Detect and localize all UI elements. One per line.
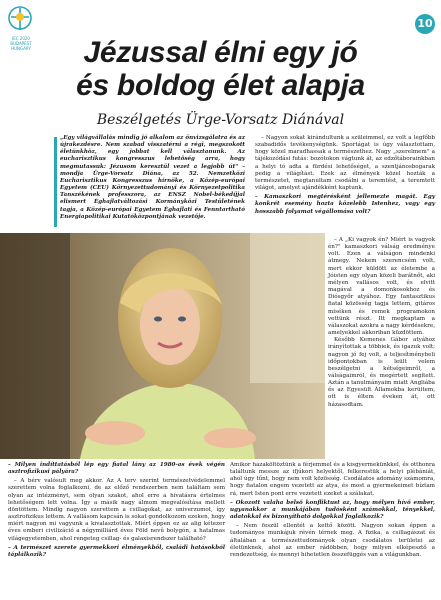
lead-paragraph: „Egy világvállalás mindig jó alkalom az önvizsgálatra és az újrakezdésre. Nem szabad visszatérni a régi, megszokott életünkhöz, egy jobbat kell választanunk. Az eucharisztikus kongresszus lehetőség arra, hogy megmutassuk: Jézusom keresztül vezet a legjobb út" – mondja Ürge-Vorsatz Diána, az 52. Nemzetközi Eucharisztikus Kongresszus hírnöke, a Közép-európai Egyetem (CEU) Környezettudományi és Környezetpolitika Tanszékének professzora, az ENSZ Nobel-békedíjjal elismert Éghajlatváltozási Kormányközi Testületének tagja, a Közép-európai Egyetem Éghajlati és Fenntartható Energiapolitikai Kutatóközpontjának vezetője.	[60, 135, 245, 220]
answer-paragraph: – Nem feszül ellentét a kettő között. Nagyon sokan éppen a tudományos munkájuk révén térnek meg. A fizika, a csillagászat és általában a természettudományok olyan csodálatos területei az életünknek, ahol az ember rádöbben, hogy milyen elképesztő a rendezettség, és mennyi hihetetlen összefüggés van a világunkban.	[230, 523, 435, 558]
left-column-bottom	[8, 462, 225, 559]
answer-paragraph: – A bérv valósult meg akkor. Az A terv szerint természetvédelemmel szerettem volna foglalkozni, de az előző rendszerben nem találtam sem olyan az intézményt, sem olyan szakot, ahol erre a hivatásra értelmes lehetőségem lett volna. Így a másik nagy álmom megvalósítása mellett döntöttem. Mindig nagyon szerettem a csillagokat, az univerzumot, így asztrofizikus lettem. A vallásom kapcsán is sokat gondolkozom ezeken, hogy miért nagyon mi vagyunk a kivalasztottak. Miért éppen ez az alig kétezer éves emberi civilizáció a négymilliárd éves Föld nevű bolygón, a hatalmas világegyetemben, ahol rengeteg csillag- és galaxisrendszer található?	[8, 478, 225, 542]
question-heading: – Milyen indíttatásból lép egy fiatal lány az 1980-as évek végén asztrofizikusi pályára?	[8, 462, 225, 476]
question-heading: – A természet szerete gyermekkori élményekből, családi hatásokból táplálkozik?	[8, 544, 225, 558]
page-title	[0, 36, 441, 102]
title-line-1: Jézussal élni egy jó	[83, 36, 358, 69]
title-line-2: és boldog élet alapja	[76, 69, 365, 102]
accent-bar-left	[54, 137, 57, 227]
logo-caption: IEC 2020 BUDAPEST HUNGARY	[10, 36, 32, 51]
right-column-top	[255, 135, 435, 216]
answer-paragraph: Amikor hazaköltöztünk a férjemmel és a kisgyermekünkkel, és otthonra találtunk messze az ifjúkori helyektől, felkerestük a helyi plébániát, ahol úgy tűnt, hogy nem volt közösség. Csodálatos adomány számomra, hogy fiatalon engem vezetett az atya, és most a gyermekeimet bíztam rá, mert Isten pont erre vezetett ezeket a szálakat.	[230, 462, 435, 497]
page-subtitle: Beszélgetés Ürge-Vorsatz Diánával	[96, 112, 345, 128]
right-column-middle	[328, 237, 435, 409]
page-number-badge: 10	[415, 14, 435, 34]
question-heading: – Okozott valaha belső konfliktust az, hogy mélyen hívő ember, ugyanakkor a munkájában tudósként számokkal, tényekkel, adatokkal és bizonyítható dolgokkal foglalkozik?	[230, 499, 435, 521]
right-column-bottom	[230, 462, 435, 559]
iec-logo-icon	[6, 4, 34, 38]
question-heading: – Kamaszkori megtérésként jellemezte magát. Egy konkrét esemény hozta közelebb Istenhez, vagy egy hosszabb folyamat végállomása volt?	[255, 194, 435, 215]
answer-paragraph: – A „Ki vagyok én? Miért is vagyok én?" kamaszkori válság eredménye volt. Ezen a válságon mindenki átmegy. Nekem szerencsém volt, mert ekkor küldött az életembe a Jóisten egy olyan közeli barátnőt, aki mélyen vallásos volt, és elvitt magával a domonkosokhoz és Diósgyőr atyához. Egy fantasztikus fiatal közösség tagja lettem, gitáros miséken és remek programokon vettünk részt. Itt megkaptam a válaszokat azokra a nagy kérdésekre, amelyekkel akkoriban küzdöttem.	[328, 237, 435, 337]
answer-paragraph: – Nagyon sokat kirándultunk a szüleimmel, ez volt a legfőbb szabadidős tevékenységünk. Sportágat is úgy választottam, hogy közel maradhassak a természethez. Nagy „szerelmem" a tájékozódási futás: bozótokon vágtunk át, az edzőtáborainkban a helyi tó adta a fürdési lehetőséget, a szentjánosbogarak pedig a világítást. Ezek az élmények közel hozták a természetet, megtanultam csodálni a teremtést, a teremtett világot, amelyet ajándékként kaptunk.	[255, 135, 435, 192]
portrait-photo	[0, 233, 325, 459]
answer-paragraph: Később Kemenes Gábor atyához irányítottak a többiek, és igazuk volt; nagyon jó fej volt, a teljesítménybeli időpontokban is leült velem beszélgetni a kétségeimről, a válságaimról, és megértett segített. Aztán a tanulmányaim miatt Angliába és az Egyesült Államokba kerültem, ott is éltem éveken át, ott házasodtam.	[328, 337, 436, 408]
